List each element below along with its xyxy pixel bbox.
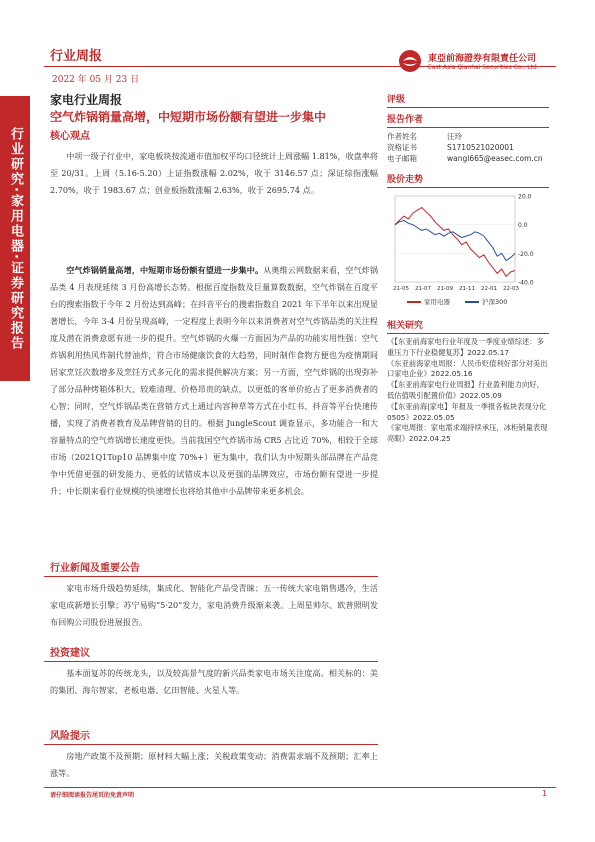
chart-series-line bbox=[395, 220, 515, 260]
chart-y-tick-label: -20.0 bbox=[518, 250, 534, 258]
risk-text: 房地产政策不及预期；原材料大幅上涨；关税政策变动；消费需求端不及预期；汇率上涨等。 bbox=[50, 751, 378, 778]
core-para-2-body: 从奥维云网数据来看，空气炸锅品类 4 月表现延续 3 月份高增长态势。根据百度指数及巨量算数数据，空气炸锅在百度平台的搜索指数于今年 2 月份达到高峰；在抖音平台的搜索指数自 2021 年下半年以来出现显著增长，今年 3-4 月份呈现高峰，一定程度上表明今年以来消费者对空气炸锅品类的关注程度及潜在消费意愿有进一步的提升。空气炸锅的火爆一方面因为产品的功能实用性强：空气炸锅利用热风炸制代替油炸，符合市场健康饮食的大趋势，同时制作食物方便也为疫情期间居家烹饪次数增多及烹饪方式多元化的需求提供解决方案；另一方面，空气炸锅的出现弥补了部分品种烤箱体积大、较难清理、价格昂贵的缺点，以更低的客单价抢占了更多消费者的心智；同时，空气炸锅品类在营销方式上通过内容种草等方式在小红书、抖音等平台快速传播，实现了消费者教育及品牌营销的目的。根据 JungleScout 调查显示，多功能合一和大容量特点的空气炸锅增长速度更快。当前我国空气炸锅市场 CR5 占比近 70%，相较于全球市场（2021Q1Top10 品牌集中度 70%+）更为集中，我们认为中短期头部品牌在产品竞争中凭借更强的研发能力、更低的试错成本以及更强的品牌效应，市场份额有望进一步提升；中长期来看行业规模的快速增长也将给其他中小品牌带来更多机会。 bbox=[50, 265, 378, 496]
core-view-heading: 核心观点 bbox=[50, 131, 90, 142]
analyst-name-key: 作者姓名 bbox=[387, 132, 417, 141]
logo-company-name-cn: 東亞前海證券有限責任公司 bbox=[428, 54, 537, 64]
chart-y-tick-label: 20.0 bbox=[518, 193, 532, 201]
report-title: 家电行业周报 bbox=[50, 93, 123, 107]
authors-divider bbox=[387, 127, 549, 128]
stock-trend-divider bbox=[387, 187, 549, 188]
core-para-2 bbox=[50, 262, 378, 500]
page-number: 1 bbox=[542, 789, 548, 798]
rating-divider bbox=[387, 107, 549, 108]
risk-divider bbox=[44, 744, 378, 745]
category-sidebar bbox=[0, 96, 30, 381]
chart-legend-label: 家用电器 bbox=[424, 298, 450, 306]
report-date: 2022 年 05 月 23 日 bbox=[52, 75, 140, 85]
stock-trend-chart bbox=[387, 190, 549, 310]
related-item[interactable]: 《东亚前海家电周报：人民币贬值利好部分对美出口家电企业》2022.05.16 bbox=[387, 358, 548, 379]
related-item[interactable]: 《【东亚前海家电行业周报】行业盈利能力向好，低估值吸引配置价值》2022.05.09 bbox=[387, 380, 544, 400]
chart-plot-frame bbox=[395, 196, 515, 282]
related-item[interactable]: 《【东亚前海|家电】年报及一季报各板块表现分化 0505》2022.05.05 bbox=[387, 401, 547, 422]
chart-x-tick-label: 22-01 bbox=[481, 286, 497, 292]
invest-divider bbox=[44, 661, 378, 662]
sidebar-label: 行业研究·家用电器·证券研究报告 bbox=[8, 126, 23, 351]
analyst-name-row bbox=[387, 131, 549, 142]
invest-text: 基本面复苏的传统龙头，以及较高景气度的新兴品类家电市场关注度高。相关标的：美的集团、海尔智家、老板电器、亿田智能、火星人等。 bbox=[50, 668, 378, 695]
analyst-cert-value: S1710521020001 bbox=[447, 143, 514, 152]
chart-y-tick-label: 0.0 bbox=[518, 222, 528, 230]
core-para-2-lead: 空气炸锅销量高增，中短期市场份额有望进一步集中。 bbox=[66, 265, 264, 275]
footer-divider bbox=[44, 787, 556, 788]
footer-disclaimer[interactable]: 请仔细阅读报告尾页的免责声明 bbox=[50, 792, 135, 799]
analyst-cert-key: 资格证书 bbox=[387, 143, 417, 152]
related-item[interactable]: 《【东亚前海家电行业年度及一季度业绩综述：多重压力下行业稳健复苏】2022.05.17 bbox=[387, 337, 544, 357]
invest-heading: 投资建议 bbox=[50, 648, 90, 659]
authors-heading: 报告作者 bbox=[387, 115, 424, 125]
logo-company-name-en: East Asia Qianhai Securities Co., Ltd. bbox=[428, 64, 539, 71]
chart-series-line bbox=[395, 208, 515, 277]
analyst-email-key: 电子邮箱 bbox=[387, 154, 417, 163]
chart-x-tick-label: 21-11 bbox=[459, 286, 475, 292]
core-para-1: 中项一级子行业中，家电板块按流通市值加权平均口径统计上周涨幅 1.81%，收盘率将至 20/31。上周（5.16-5.20）上证指数涨幅 2.02%，收于 3146.57 点；深证综指涨幅 2.70%，收于 1983.67 点；创业板指数涨幅 2.63%，收于 2695.74 点。 bbox=[50, 151, 378, 195]
chart-x-tick-label: 21-07 bbox=[415, 286, 431, 292]
report-type-tag: 行业周报 bbox=[50, 49, 103, 64]
related-item[interactable]: 《家电周报：家电需求端持续承压，冰柜销量表现亮眼》2022.04.25 bbox=[387, 423, 548, 444]
report-headline: 空气炸锅销量高增，中短期市场份额有望进一步集中 bbox=[50, 110, 327, 124]
related-heading: 相关研究 bbox=[387, 321, 424, 331]
analyst-name-value: 汪玲 bbox=[447, 132, 462, 141]
chart-x-tick-label: 21-05 bbox=[393, 286, 409, 292]
analyst-email-value[interactable]: wangl665@easec.com.cn bbox=[447, 154, 543, 163]
rating-heading: 评级 bbox=[387, 95, 406, 105]
company-logo bbox=[398, 49, 558, 79]
chart-y-tick-label: -40.0 bbox=[518, 279, 534, 287]
stock-trend-heading: 股价走势 bbox=[387, 175, 424, 185]
news-heading: 行业新闻及重要公告 bbox=[50, 563, 140, 574]
analyst-cert-row bbox=[387, 142, 549, 153]
analyst-email-row bbox=[387, 153, 549, 164]
chart-legend-label: 沪深300 bbox=[482, 298, 508, 306]
related-divider bbox=[387, 333, 549, 334]
risk-heading: 风险提示 bbox=[50, 731, 90, 742]
logo-emblem-icon bbox=[398, 49, 422, 73]
chart-x-tick-label: 21-09 bbox=[437, 286, 453, 292]
chart-x-tick-label: 22-03 bbox=[503, 286, 519, 292]
news-text: 家电市场升级趋势延续，集成化、智能化产品受青睐；五一传统大家电销售遇冷，生活家电成新增长引擎；苏宁易购“5·20”发力，家电消费升级渐来袭。上周星帅尔、欧普照明发布回购公司股份进展报告。 bbox=[50, 583, 378, 627]
news-divider bbox=[44, 576, 378, 577]
right-info-panel bbox=[387, 92, 549, 445]
